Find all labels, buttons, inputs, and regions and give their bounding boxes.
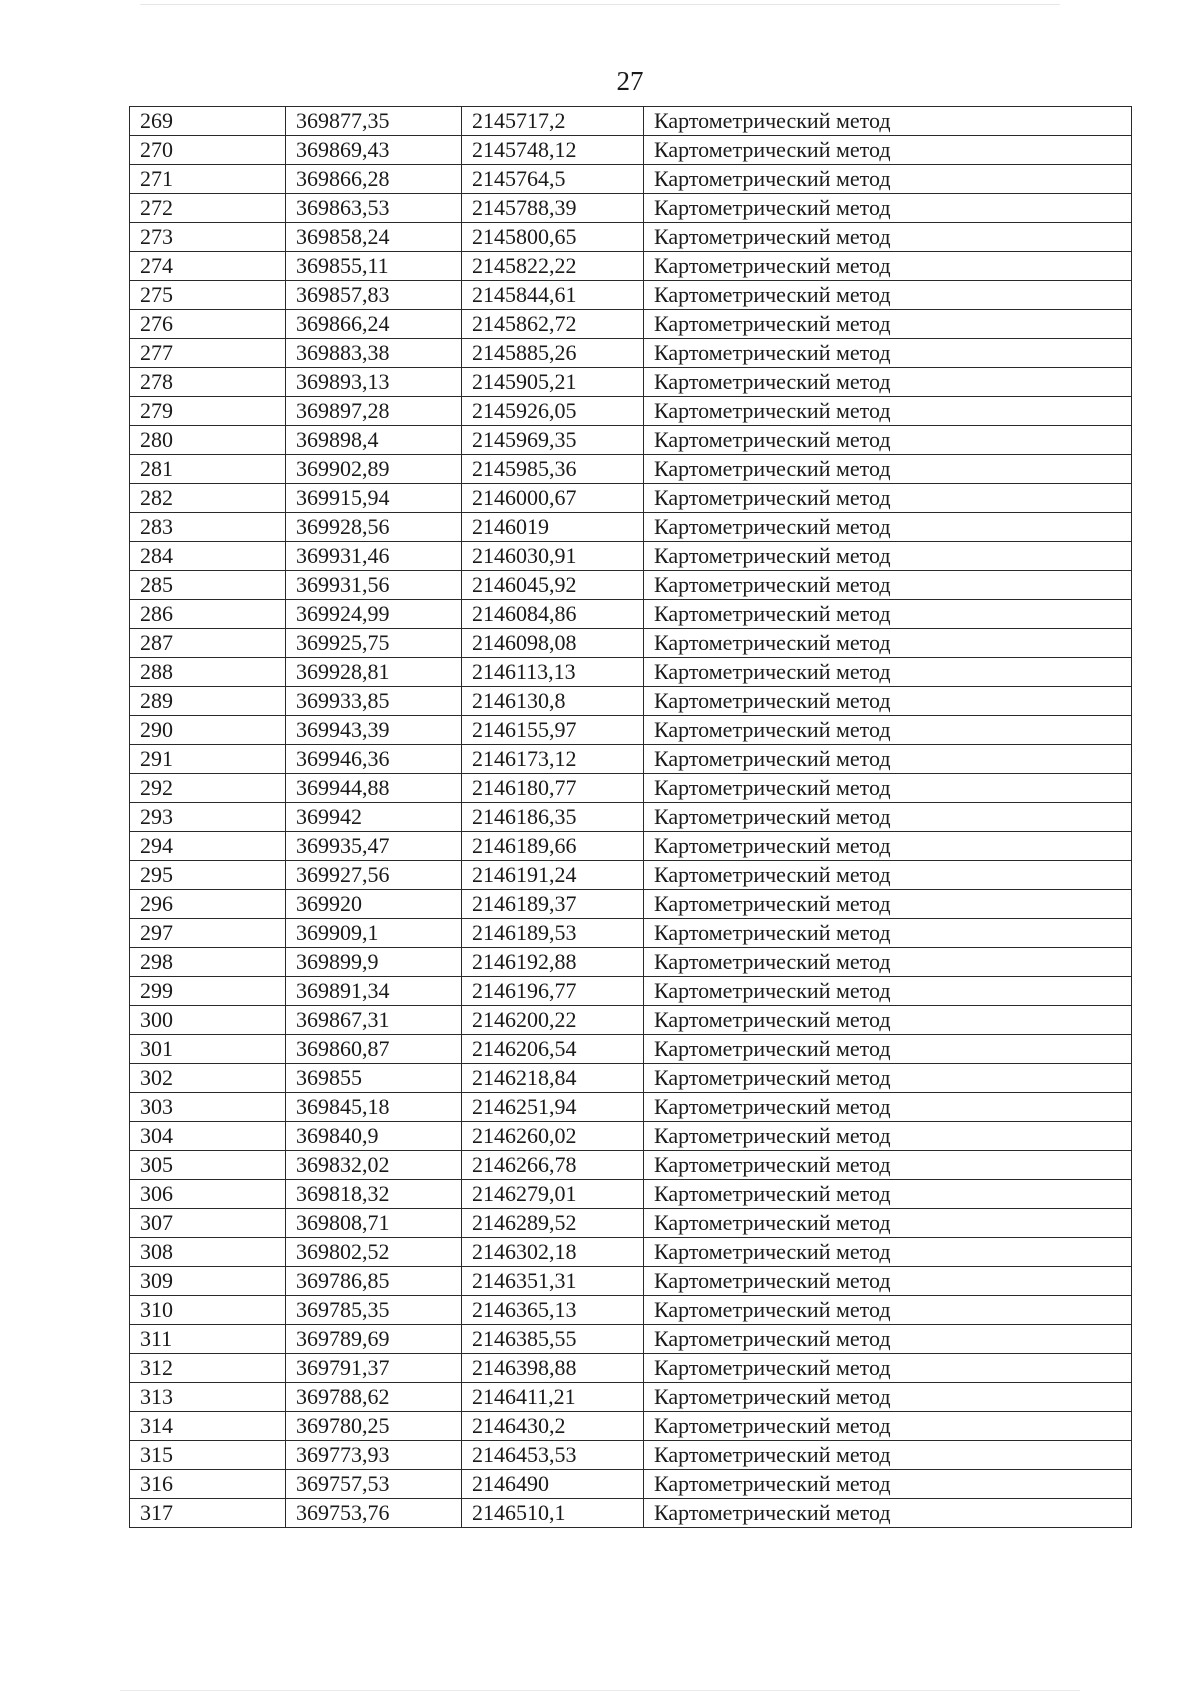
method-cell: Картометрический метод [644,1383,1132,1412]
table-row [130,600,1132,629]
x-coordinate-cell: 369898,4 [286,426,462,455]
y-coordinate-cell: 2146302,18 [462,1238,644,1267]
x-coordinate-cell: 369928,56 [286,513,462,542]
table-row [130,455,1132,484]
table-row [130,1209,1132,1238]
point-number-cell: 297 [130,919,286,948]
point-number-cell: 291 [130,745,286,774]
method-cell: Картометрический метод [644,1238,1132,1267]
y-coordinate-cell: 2146173,12 [462,745,644,774]
method-cell: Картометрический метод [644,426,1132,455]
table-row [130,1122,1132,1151]
method-cell: Картометрический метод [644,861,1132,890]
y-coordinate-cell: 2146084,86 [462,600,644,629]
point-number-cell: 304 [130,1122,286,1151]
table-row [130,107,1132,136]
y-coordinate-cell: 2145926,05 [462,397,644,426]
x-coordinate-cell: 369902,89 [286,455,462,484]
table-row [130,571,1132,600]
point-number-cell: 300 [130,1006,286,1035]
x-coordinate-cell: 369877,35 [286,107,462,136]
y-coordinate-cell: 2146191,24 [462,861,644,890]
x-coordinate-cell: 369931,56 [286,571,462,600]
table-row [130,223,1132,252]
method-cell: Картометрический метод [644,1209,1132,1238]
y-coordinate-cell: 2146019 [462,513,644,542]
y-coordinate-cell: 2146180,77 [462,774,644,803]
point-number-cell: 284 [130,542,286,571]
y-coordinate-cell: 2146351,31 [462,1267,644,1296]
method-cell: Картометрический метод [644,194,1132,223]
y-coordinate-cell: 2145800,65 [462,223,644,252]
y-coordinate-cell: 2146510,1 [462,1499,644,1528]
y-coordinate-cell: 2146218,84 [462,1064,644,1093]
method-cell: Картометрический метод [644,774,1132,803]
point-number-cell: 316 [130,1470,286,1499]
point-number-cell: 293 [130,803,286,832]
x-coordinate-cell: 369897,28 [286,397,462,426]
table-row [130,1441,1132,1470]
y-coordinate-cell: 2146365,13 [462,1296,644,1325]
point-number-cell: 269 [130,107,286,136]
point-number-cell: 313 [130,1383,286,1412]
method-cell: Картометрический метод [644,165,1132,194]
table-row [130,1035,1132,1064]
point-number-cell: 288 [130,658,286,687]
x-coordinate-cell: 369802,52 [286,1238,462,1267]
method-cell: Картометрический метод [644,687,1132,716]
y-coordinate-cell: 2146251,94 [462,1093,644,1122]
x-coordinate-cell: 369857,83 [286,281,462,310]
x-coordinate-cell: 369935,47 [286,832,462,861]
x-coordinate-cell: 369860,87 [286,1035,462,1064]
table-row [130,1093,1132,1122]
method-cell: Картометрический метод [644,1354,1132,1383]
method-cell: Картометрический метод [644,629,1132,658]
scan-artifact-top [140,4,1060,5]
y-coordinate-cell: 2145788,39 [462,194,644,223]
method-cell: Картометрический метод [644,1499,1132,1528]
x-coordinate-cell: 369924,99 [286,600,462,629]
method-cell: Картометрический метод [644,832,1132,861]
point-number-cell: 283 [130,513,286,542]
x-coordinate-cell: 369789,69 [286,1325,462,1354]
y-coordinate-cell: 2146189,53 [462,919,644,948]
y-coordinate-cell: 2146113,13 [462,658,644,687]
method-cell: Картометрический метод [644,571,1132,600]
method-cell: Картометрический метод [644,542,1132,571]
table-row [130,397,1132,426]
point-number-cell: 273 [130,223,286,252]
table-row [130,281,1132,310]
point-number-cell: 308 [130,1238,286,1267]
method-cell: Картометрический метод [644,1412,1132,1441]
point-number-cell: 271 [130,165,286,194]
x-coordinate-cell: 369808,71 [286,1209,462,1238]
method-cell: Картометрический метод [644,1180,1132,1209]
x-coordinate-cell: 369942 [286,803,462,832]
table-row [130,1267,1132,1296]
x-coordinate-cell: 369915,94 [286,484,462,513]
table-row [130,368,1132,397]
point-number-cell: 272 [130,194,286,223]
x-coordinate-cell: 369832,02 [286,1151,462,1180]
point-number-cell: 274 [130,252,286,281]
point-number-cell: 302 [130,1064,286,1093]
table-row [130,339,1132,368]
table-row [130,1238,1132,1267]
method-cell: Картометрический метод [644,600,1132,629]
y-coordinate-cell: 2145822,22 [462,252,644,281]
method-cell: Картометрический метод [644,1325,1132,1354]
point-number-cell: 289 [130,687,286,716]
y-coordinate-cell: 2146186,35 [462,803,644,832]
table-row [130,194,1132,223]
table-row [130,1006,1132,1035]
y-coordinate-cell: 2145764,5 [462,165,644,194]
table-row [130,1470,1132,1499]
point-number-cell: 299 [130,977,286,1006]
method-cell: Картометрический метод [644,397,1132,426]
method-cell: Картометрический метод [644,107,1132,136]
x-coordinate-cell: 369866,28 [286,165,462,194]
method-cell: Картометрический метод [644,1122,1132,1151]
method-cell: Картометрический метод [644,1296,1132,1325]
point-number-cell: 305 [130,1151,286,1180]
x-coordinate-cell: 369883,38 [286,339,462,368]
point-number-cell: 315 [130,1441,286,1470]
x-coordinate-cell: 369858,24 [286,223,462,252]
point-number-cell: 309 [130,1267,286,1296]
table-row [130,484,1132,513]
point-number-cell: 286 [130,600,286,629]
point-number-cell: 292 [130,774,286,803]
table-row [130,1296,1132,1325]
table-row [130,310,1132,339]
coordinates-table [129,106,1132,1528]
point-number-cell: 306 [130,1180,286,1209]
table-row [130,165,1132,194]
table-row [130,629,1132,658]
x-coordinate-cell: 369933,85 [286,687,462,716]
method-cell: Картометрический метод [644,1267,1132,1296]
table-row [130,919,1132,948]
x-coordinate-cell: 369788,62 [286,1383,462,1412]
y-coordinate-cell: 2146279,01 [462,1180,644,1209]
table-row [130,977,1132,1006]
table-row [130,774,1132,803]
y-coordinate-cell: 2146398,88 [462,1354,644,1383]
method-cell: Картометрический метод [644,1470,1132,1499]
x-coordinate-cell: 369920 [286,890,462,919]
x-coordinate-cell: 369780,25 [286,1412,462,1441]
method-cell: Картометрический метод [644,1064,1132,1093]
y-coordinate-cell: 2146045,92 [462,571,644,600]
y-coordinate-cell: 2146189,66 [462,832,644,861]
table-row [130,136,1132,165]
y-coordinate-cell: 2146098,08 [462,629,644,658]
method-cell: Картометрический метод [644,223,1132,252]
point-number-cell: 276 [130,310,286,339]
point-number-cell: 310 [130,1296,286,1325]
table-row [130,252,1132,281]
table-row [130,861,1132,890]
x-coordinate-cell: 369928,81 [286,658,462,687]
y-coordinate-cell: 2146206,54 [462,1035,644,1064]
table-row [130,1325,1132,1354]
point-number-cell: 290 [130,716,286,745]
x-coordinate-cell: 369925,75 [286,629,462,658]
y-coordinate-cell: 2145885,26 [462,339,644,368]
y-coordinate-cell: 2145905,21 [462,368,644,397]
method-cell: Картометрический метод [644,977,1132,1006]
table-row [130,426,1132,455]
x-coordinate-cell: 369753,76 [286,1499,462,1528]
point-number-cell: 294 [130,832,286,861]
method-cell: Картометрический метод [644,455,1132,484]
y-coordinate-cell: 2146266,78 [462,1151,644,1180]
table-row [130,687,1132,716]
point-number-cell: 275 [130,281,286,310]
y-coordinate-cell: 2145844,61 [462,281,644,310]
point-number-cell: 296 [130,890,286,919]
method-cell: Картометрический метод [644,1441,1132,1470]
y-coordinate-cell: 2146189,37 [462,890,644,919]
page-number: 27 [616,66,644,96]
y-coordinate-cell: 2146490 [462,1470,644,1499]
method-cell: Картометрический метод [644,484,1132,513]
point-number-cell: 312 [130,1354,286,1383]
point-number-cell: 278 [130,368,286,397]
point-number-cell: 279 [130,397,286,426]
table-row [130,1064,1132,1093]
method-cell: Картометрический метод [644,890,1132,919]
y-coordinate-cell: 2146192,88 [462,948,644,977]
method-cell: Картометрический метод [644,252,1132,281]
x-coordinate-cell: 369931,46 [286,542,462,571]
x-coordinate-cell: 369946,36 [286,745,462,774]
y-coordinate-cell: 2146155,97 [462,716,644,745]
table-row [130,1180,1132,1209]
x-coordinate-cell: 369791,37 [286,1354,462,1383]
y-coordinate-cell: 2146260,02 [462,1122,644,1151]
y-coordinate-cell: 2146453,53 [462,1441,644,1470]
y-coordinate-cell: 2145862,72 [462,310,644,339]
y-coordinate-cell: 2146000,67 [462,484,644,513]
x-coordinate-cell: 369855 [286,1064,462,1093]
y-coordinate-cell: 2146430,2 [462,1412,644,1441]
table-row [130,745,1132,774]
x-coordinate-cell: 369757,53 [286,1470,462,1499]
table-row [130,1499,1132,1528]
method-cell: Картометрический метод [644,1151,1132,1180]
y-coordinate-cell: 2146030,91 [462,542,644,571]
method-cell: Картометрический метод [644,919,1132,948]
method-cell: Картометрический метод [644,1093,1132,1122]
x-coordinate-cell: 369866,24 [286,310,462,339]
point-number-cell: 303 [130,1093,286,1122]
x-coordinate-cell: 369863,53 [286,194,462,223]
table-row [130,832,1132,861]
table-row [130,890,1132,919]
point-number-cell: 295 [130,861,286,890]
point-number-cell: 280 [130,426,286,455]
y-coordinate-cell: 2146130,8 [462,687,644,716]
x-coordinate-cell: 369909,1 [286,919,462,948]
method-cell: Картометрический метод [644,1006,1132,1035]
x-coordinate-cell: 369773,93 [286,1441,462,1470]
y-coordinate-cell: 2146200,22 [462,1006,644,1035]
point-number-cell: 317 [130,1499,286,1528]
scan-artifact-bottom [120,1690,1080,1691]
point-number-cell: 311 [130,1325,286,1354]
method-cell: Картометрический метод [644,948,1132,977]
table-row [130,1383,1132,1412]
y-coordinate-cell: 2145985,36 [462,455,644,484]
method-cell: Картометрический метод [644,745,1132,774]
table-row [130,542,1132,571]
y-coordinate-cell: 2146289,52 [462,1209,644,1238]
point-number-cell: 298 [130,948,286,977]
table-row [130,658,1132,687]
method-cell: Картометрический метод [644,513,1132,542]
point-number-cell: 287 [130,629,286,658]
point-number-cell: 282 [130,484,286,513]
x-coordinate-cell: 369845,18 [286,1093,462,1122]
x-coordinate-cell: 369786,85 [286,1267,462,1296]
method-cell: Картометрический метод [644,1035,1132,1064]
x-coordinate-cell: 369943,39 [286,716,462,745]
table-row [130,1354,1132,1383]
y-coordinate-cell: 2145748,12 [462,136,644,165]
method-cell: Картометрический метод [644,339,1132,368]
y-coordinate-cell: 2145717,2 [462,107,644,136]
point-number-cell: 314 [130,1412,286,1441]
x-coordinate-cell: 369869,43 [286,136,462,165]
y-coordinate-cell: 2146385,55 [462,1325,644,1354]
x-coordinate-cell: 369899,9 [286,948,462,977]
y-coordinate-cell: 2146411,21 [462,1383,644,1412]
method-cell: Картометрический метод [644,136,1132,165]
table-row [130,513,1132,542]
x-coordinate-cell: 369855,11 [286,252,462,281]
table-row [130,1151,1132,1180]
x-coordinate-cell: 369840,9 [286,1122,462,1151]
y-coordinate-cell: 2146196,77 [462,977,644,1006]
method-cell: Картометрический метод [644,368,1132,397]
x-coordinate-cell: 369867,31 [286,1006,462,1035]
x-coordinate-cell: 369944,88 [286,774,462,803]
table-row [130,716,1132,745]
x-coordinate-cell: 369785,35 [286,1296,462,1325]
y-coordinate-cell: 2145969,35 [462,426,644,455]
table-row [130,803,1132,832]
coordinates-table-body [130,107,1132,1528]
point-number-cell: 307 [130,1209,286,1238]
method-cell: Картометрический метод [644,281,1132,310]
method-cell: Картометрический метод [644,803,1132,832]
table-row [130,1412,1132,1441]
method-cell: Картометрический метод [644,310,1132,339]
method-cell: Картометрический метод [644,658,1132,687]
x-coordinate-cell: 369891,34 [286,977,462,1006]
x-coordinate-cell: 369893,13 [286,368,462,397]
x-coordinate-cell: 369818,32 [286,1180,462,1209]
point-number-cell: 285 [130,571,286,600]
table-row [130,948,1132,977]
point-number-cell: 270 [130,136,286,165]
point-number-cell: 277 [130,339,286,368]
point-number-cell: 301 [130,1035,286,1064]
x-coordinate-cell: 369927,56 [286,861,462,890]
method-cell: Картометрический метод [644,716,1132,745]
point-number-cell: 281 [130,455,286,484]
